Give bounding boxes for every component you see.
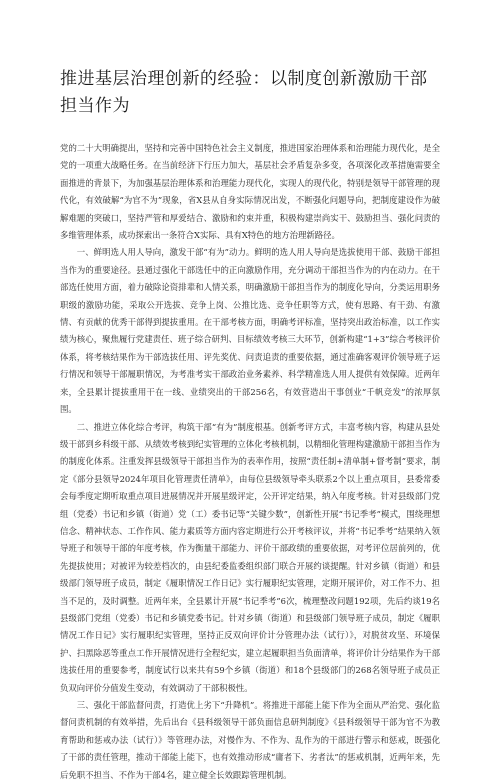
document-title: 推进基层治理创新的经验：以制度创新激励干部担当作为 — [60, 69, 428, 116]
section-2-paragraph: 二、推进立体化综合考评，构筑干部“有为”制度根基。创新考评方式，丰富考核内容，构建从县处级干部到乡科级干部、从绩效考核到纪实管理的立体化考核机制，以精细化管理构建激励干部担当作为的制度化体系。注重发挥县级领导干部担当作为的表率作用，按照“责任制+清单制+督考制”要求，制定《部分县领导2024年项目化管理责任清单》，由每位县级领导牵头联系2个以上重点项目，县委常委会每季度定期听取重点项目进展情况并开展星级评定，公开评定结果，纳入年度考核。针对县级部门党组（党委）书记和乡镇（街道）党（工）委书记等“关键少数”，创新性开展“书记季考”模式，围绕理想信念、精神状态、工作作风、能力素质等方面内容定期进行公开考核评议，并将“书记季考”结果纳入领导班子和领导干部的年度考核，作为衡量干部能力、评价干部政绩的重要依据，对考评位居前列的，优先提拔使用；对被评为较差档次的，由县纪委监委组织部门联合开展约谈提醒。针对乡镇（街道）和县级部门领导班子成员，制定《履职情况工作日记》实行履职纪实管理，定期开展评价，对工作不力、担当不足的，及时调整。近两年来，全县累计开展“书记季考”6次，梳理整改问题192项，先后约谈19名县级部门党组（党委）书记和乡镇党委书记。针对乡镇（街道）和县级部门领导班子成员，制定《履职情况工作日记》实行履职纪实管理，坚持正反双向评价计分管理办法（试行）》，对脱贫攻坚、环境保护、扫黑除恶等重点工作开展情况进行全程纪实，建立起履职担当负面清单，将评价计分结果作为干部选拔任用的重要参考，制度试行以来共有59个乡镇（街道）和18个县级部门的268名领导班子成员正负双向评价分值发生变动，有效调动了干部积极性。 — [60, 421, 440, 693]
intro-paragraph: 党的二十大明确提出，坚持和完善中国特色社会主义制度，推进国家治理体系和治理能力现代化，是全党的一项重大战略任务。在当前经济下行压力加大，基层社会矛盾复杂多变，各项深化改革措施需要全面推进的背景下，为加强基层治理体系和治理能力现代化，实现人的现代化，特别是领导干部管理的现代化，有效破解“为官不为”现象，省X县从自身实际情况出发，不断强化问题导向，把制度建设作为破解难题的突破口，坚持严管和厚爱结合、激励和约束并重，积极构建崇尚实干、鼓励担当、强化问责的多维管理体系，成功探索出一条符合X实际、具有X特色的地方治理新路径。 — [60, 143, 440, 241]
section-3-paragraph: 三、强化干部监督问责，打造优上劣下“升降机”。将推进干部能上能下作为全面从严治党、强化监督问责机制的有效举措，先后出台《县科级领导干部负面信息研判制度》《县科级领导干部为官不为教育帮助和惩戒办法（试行）》等管理办法，对慢作为、不作为、乱作为的干部进行警示和惩戒，既强化了干部的责任管理，推动干部能上能下，也有效推动形成“庸者下、劣者汰”的惩戒机制，近两年来，先后免职不担当、不作为干部4名，建立健全长效跟踪管理机制。 — [60, 700, 440, 780]
section-1-paragraph: 一、鲜明选人用人导向，激发干部“有为”动力。鲜明的选人用人导向是选拔使用干部、鼓励干部担当作为的重要途径。县通过强化干部选任中的正向激励作用，充分调动干部担当作为的内在动力。在干部选任使用方面，着力破除论资排辈和人情关系，明确激励干部担当作为的制度化导向，分类运用职务职级的激励功能，采取公开选拔、竞争上岗、公推比选、竞争任职等方式，使有思路、有干劲、有激情、有贡献的优秀干部得到提拔重用。在干部考核方面，明确考评标准，坚持突出政治标准，以工作实绩为核心，聚焦履行党建责任、班子综合研判、目标绩效考核三大环节，创新构建“1+3”综合考核评价体系，将考核结果作为干部选拔任用、评先奖优、问责追责的重要依据，通过准确客观评价领导班子运行情况和领导干部履职情况，为考准考实干部政治业务素养、科学精准选人用人提供有效保障。近两年来，全县累计提拔重用干在一线、业绩突出的干部256名，有效营造出干事创业“千帆竞发”的浓厚氛围。 — [60, 247, 440, 415]
